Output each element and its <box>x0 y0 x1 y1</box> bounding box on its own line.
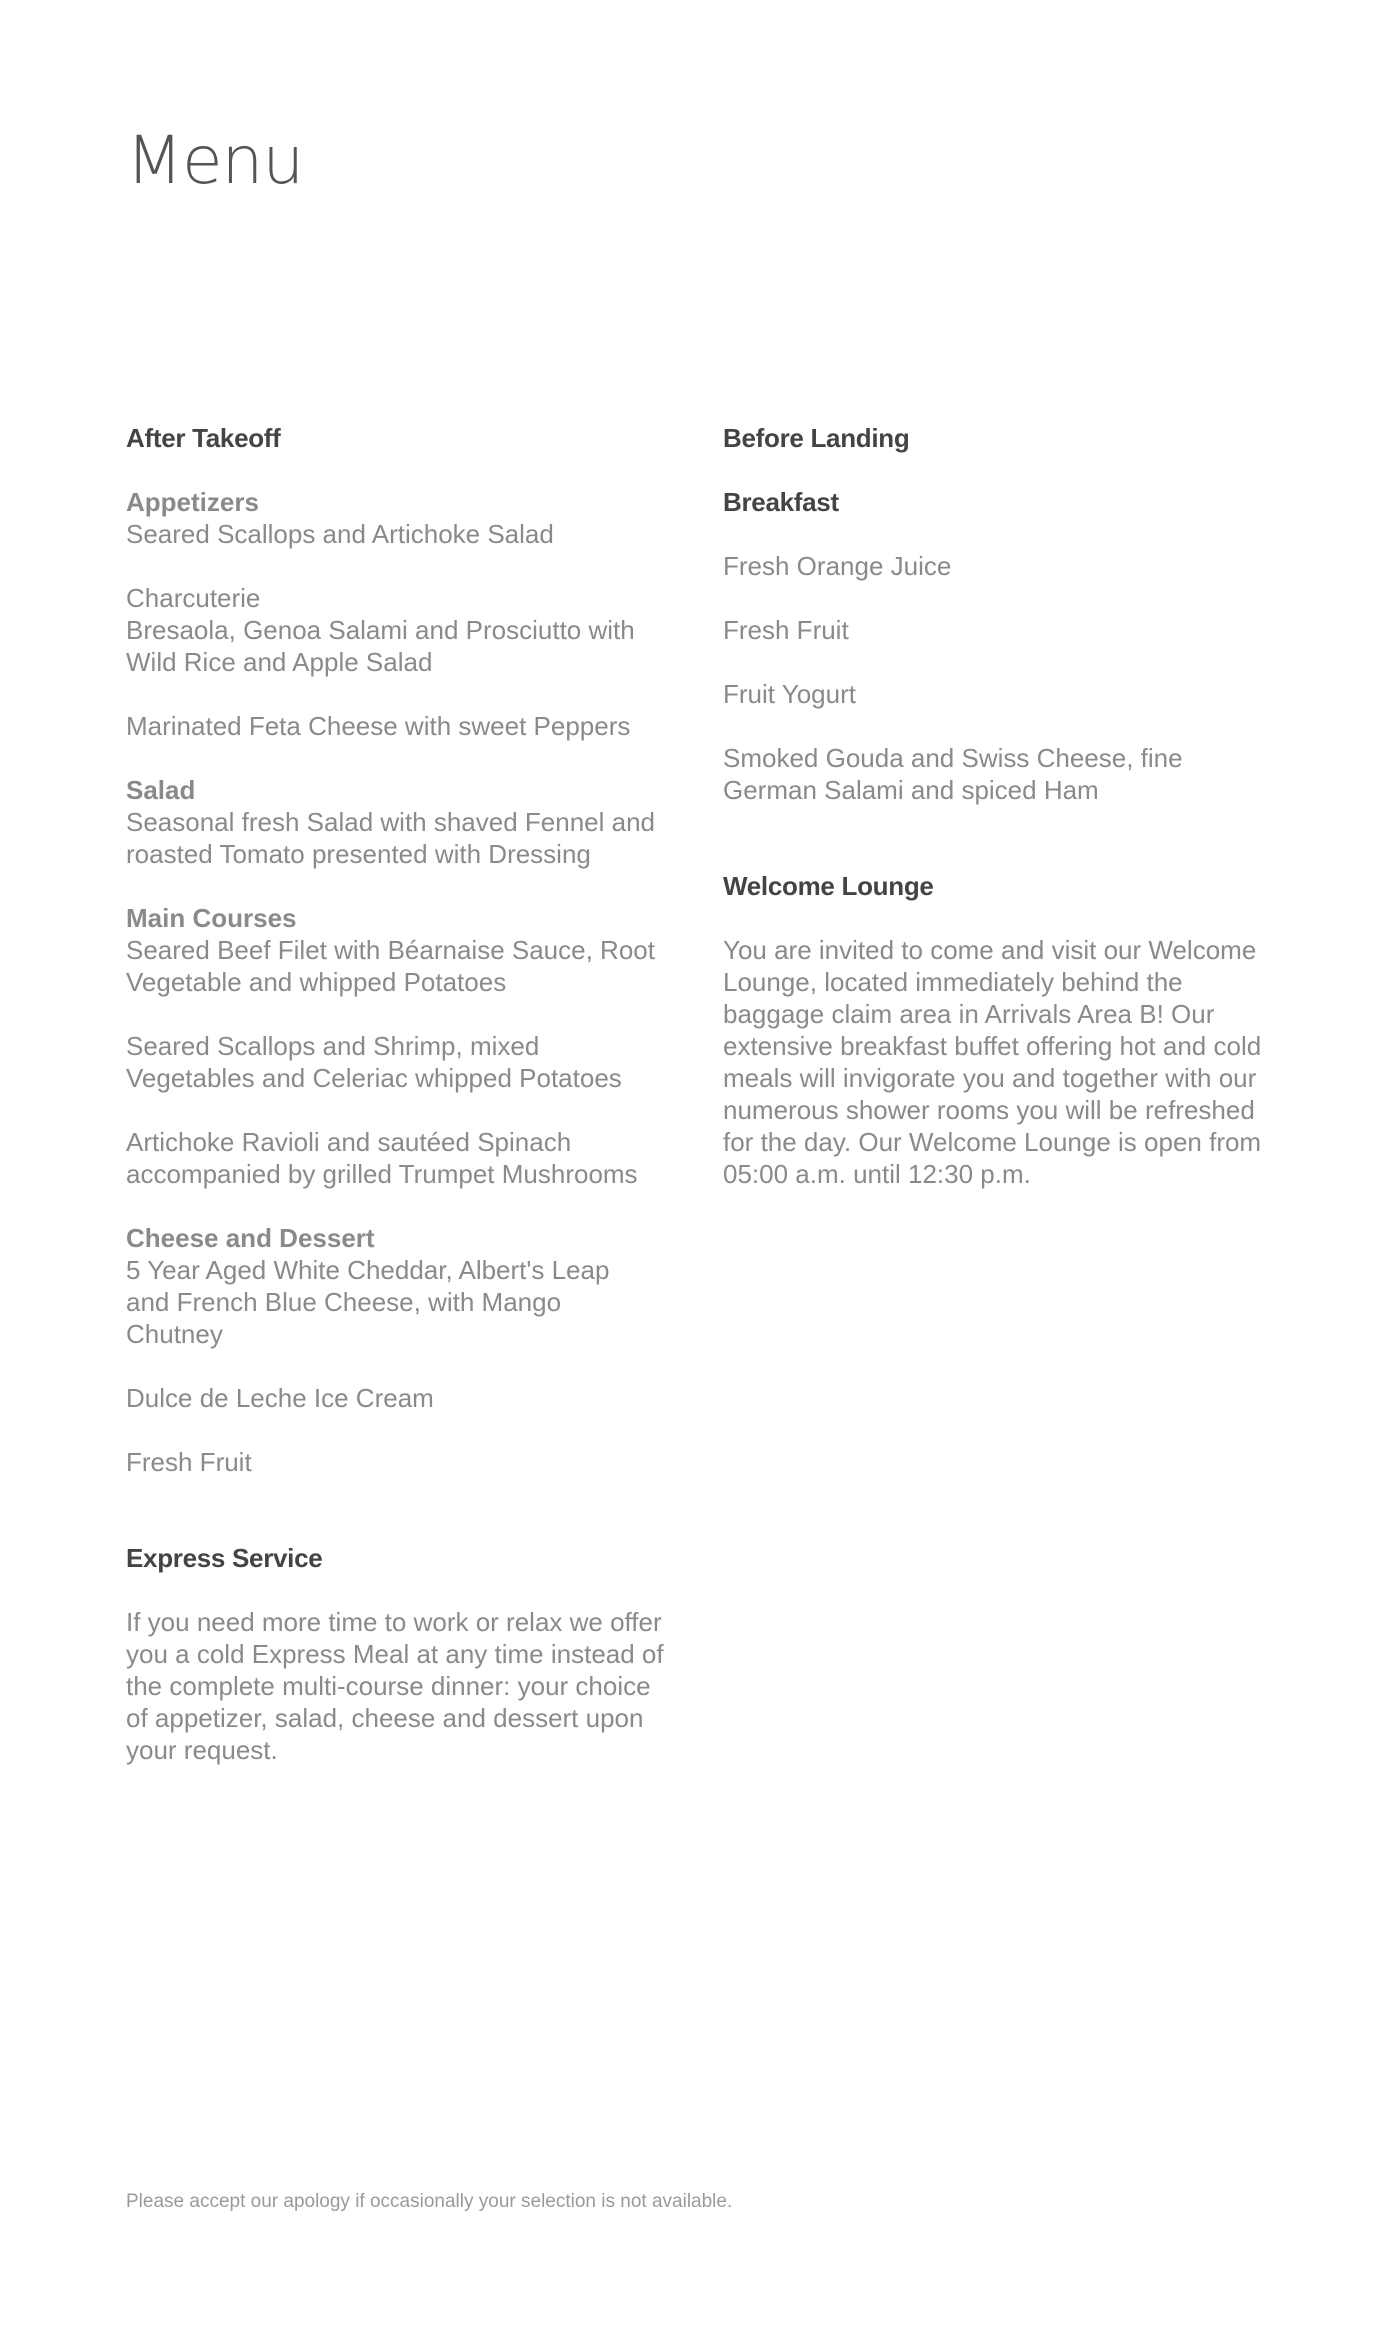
menu-item: Fresh Fruit <box>723 615 849 645</box>
express-service-text: If you need more time to work or relax we offer you a cold Express Meal at any time instead of the complete multi-course dinner: your choice of appetizer, salad, cheese and dessert upon your request. <box>126 1607 664 1765</box>
appetizers-heading: Appetizers <box>126 487 259 517</box>
menu-item: Bresaola, Genoa Salami and Prosciutto with Wild Rice and Apple Salad <box>126 615 635 677</box>
cheese-dessert-heading: Cheese and Dessert <box>126 1223 375 1253</box>
page-title: Menu <box>126 122 304 199</box>
menu-item: Seared Scallops and Shrimp, mixed Vegetables and Celeriac whipped Potatoes <box>126 1031 622 1093</box>
before-landing-heading: Before Landing <box>723 423 910 453</box>
menu-item: Dulce de Leche Ice Cream <box>126 1383 434 1413</box>
menu-item: Seared Scallops and Artichoke Salad <box>126 519 554 549</box>
breakfast-heading: Breakfast <box>723 487 839 517</box>
left-column <box>126 422 671 1766</box>
menu-item: Fresh Fruit <box>126 1447 252 1477</box>
menu-item: Seasonal fresh Salad with shaved Fennel and roasted Tomato presented with Dressing <box>126 807 656 869</box>
main-courses-heading: Main Courses <box>126 903 297 933</box>
menu-item: Artichoke Ravioli and sautéed Spinach accompanied by grilled Trumpet Mushrooms <box>126 1127 638 1189</box>
welcome-lounge-text: You are invited to come and visit our Welcome Lounge, located immediately behind the baggage claim area in Arrivals Area B! Our extensive breakfast buffet offering hot and cold meals will invigorate you and together with our numerous shower rooms you will be refreshed for the day. Our Welcome Lounge is open from 05:00 a.m. until 12:30 p.m. <box>723 935 1262 1189</box>
footer-note: Please accept our apology if occasionally your selection is not available. <box>126 2191 733 2212</box>
charcuterie-label: Charcuterie <box>126 583 261 613</box>
menu-item: 5 Year Aged White Cheddar, Albert's Leap and French Blue Cheese, with Mango Chutney <box>126 1255 610 1349</box>
menu-item: Marinated Feta Cheese with sweet Peppers <box>126 711 631 741</box>
menu-item: Smoked Gouda and Swiss Cheese, fine German Salami and spiced Ham <box>723 743 1183 805</box>
menu-item: Seared Beef Filet with Béarnaise Sauce, Root Vegetable and whipped Potatoes <box>126 935 655 997</box>
menu-item: Fresh Orange Juice <box>723 551 952 581</box>
express-service-heading: Express Service <box>126 1543 323 1573</box>
after-takeoff-heading: After Takeoff <box>126 423 281 453</box>
welcome-lounge-heading: Welcome Lounge <box>723 871 934 901</box>
salad-heading: Salad <box>126 775 196 805</box>
menu-item: Fruit Yogurt <box>723 679 856 709</box>
right-column <box>723 422 1263 1190</box>
